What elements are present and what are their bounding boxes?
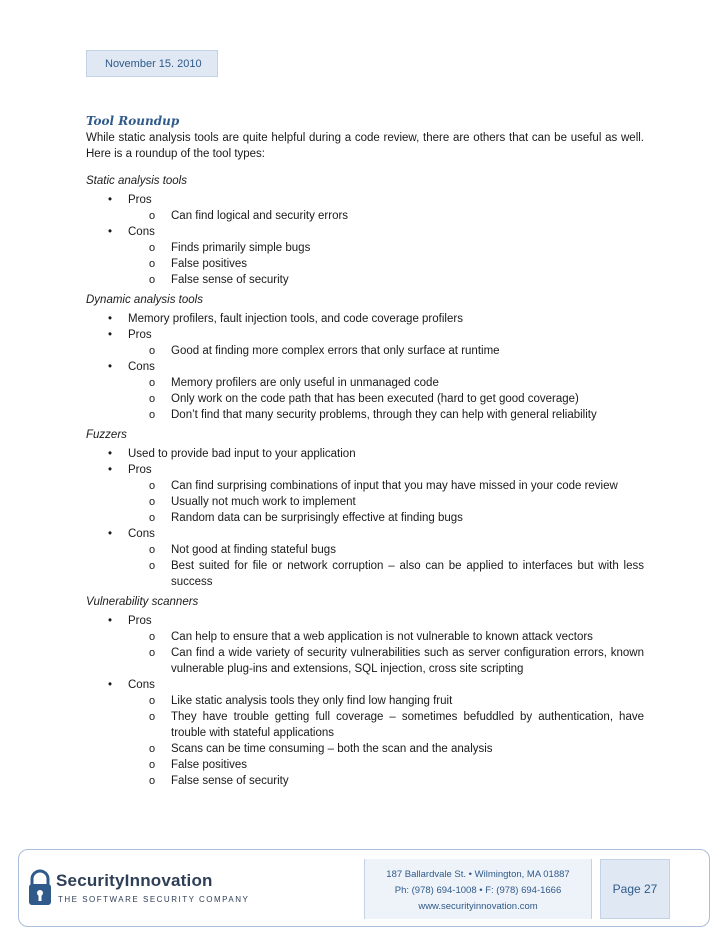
bullet-item <box>128 526 644 590</box>
sub-bullet-list <box>128 343 644 359</box>
company-address <box>364 859 592 919</box>
sub-bullet-item: o Can find logical and security errors <box>171 208 644 224</box>
address-phone: Ph: (978) 694-1008 • F: (978) 694-1666 <box>394 885 562 896</box>
logo-tagline: THE SOFTWARE SECURITY COMPANY <box>58 895 250 904</box>
sub-bullet-item: o Best suited for file or network corruption – also can be applied to interfaces but with less success <box>171 558 644 590</box>
sub-bullet-item: o Like static analysis tools they only find low hanging fruit <box>171 693 644 709</box>
header-date: November 15. 2010 <box>86 50 218 77</box>
sub-bullet-item: o False positives <box>171 256 644 272</box>
sub-bullet-item: o Random data can be surprisingly effective at finding bugs <box>171 510 644 526</box>
address-street: 187 Ballardvale St. • Wilmington, MA 01887 <box>386 869 570 880</box>
sub-bullet-item: o Memory profilers are only useful in unmanaged code <box>171 375 644 391</box>
sub-bullet-item: o Don’t find that many security problems, through they can help with general reliability <box>171 407 644 423</box>
sub-bullet-list <box>128 375 644 423</box>
bullet-item <box>128 311 644 327</box>
company-logo <box>28 869 258 911</box>
sub-bullet-item: o False sense of security <box>171 272 644 288</box>
sub-bullet-list <box>128 542 644 590</box>
subsection-heading: Fuzzers <box>86 429 127 441</box>
sub-bullet-list <box>128 478 644 526</box>
bullet-item <box>128 224 644 288</box>
bullet-list <box>86 613 644 789</box>
sub-bullet-item: o Usually not much work to implement <box>171 494 644 510</box>
bullet-item-text: Pros <box>128 329 152 341</box>
sub-bullet-item: o Only work on the code path that has been executed (hard to get good coverage) <box>171 391 644 407</box>
sub-bullet-item: o False sense of security <box>171 773 644 789</box>
bullet-list <box>86 446 644 590</box>
section-title: Tool Roundup <box>86 114 180 128</box>
subsection-heading: Vulnerability scanners <box>86 596 199 608</box>
subsection-heading: Static analysis tools <box>86 175 187 187</box>
sub-bullet-item: o False positives <box>171 757 644 773</box>
logo-text: SecurityInnovation <box>56 871 213 890</box>
sub-bullet-list <box>128 629 644 677</box>
tool-sections <box>86 172 644 789</box>
lock-icon <box>28 869 52 907</box>
bullet-item <box>128 359 644 423</box>
bullet-item-text: Pros <box>128 464 152 476</box>
page-number: Page 27 <box>600 859 670 919</box>
bullet-list <box>86 192 644 288</box>
sub-bullet-item: o Can find a wide variety of security vulnerabilities such as server configuration errors, known vulnerable plug-ins and extensions, SQL injection, cross site scripting <box>171 645 644 677</box>
bullet-item <box>128 677 644 789</box>
sub-bullet-item: o Not good at finding stateful bugs <box>171 542 644 558</box>
bullet-item <box>128 192 644 224</box>
subsection-heading: Dynamic analysis tools <box>86 294 203 306</box>
document-body <box>86 112 644 792</box>
bullet-item-text: Pros <box>128 615 152 627</box>
bullet-item-text: Cons <box>128 226 155 238</box>
sub-bullet-item: o Can find surprising combinations of input that you may have missed in your code review <box>171 478 644 494</box>
page-footer <box>18 849 710 927</box>
bullet-list <box>86 311 644 423</box>
sub-bullet-item: o Scans can be time consuming – both the scan and the analysis <box>171 741 644 757</box>
bullet-item-text: Memory profilers, fault injection tools, and code coverage profilers <box>128 313 463 325</box>
sub-bullet-list <box>128 208 644 224</box>
bullet-item-text: Cons <box>128 361 155 373</box>
sub-bullet-item: o Good at finding more complex errors that only surface at runtime <box>171 343 644 359</box>
bullet-item <box>128 613 644 677</box>
sub-bullet-item: o They have trouble getting full coverage – sometimes befuddled by authentication, have trouble with stateful applications <box>171 709 644 741</box>
sub-bullet-list <box>128 693 644 789</box>
sub-bullet-list <box>128 240 644 288</box>
sub-bullet-item: o Finds primarily simple bugs <box>171 240 644 256</box>
bullet-item <box>128 446 644 462</box>
bullet-item <box>128 462 644 526</box>
bullet-item-text: Cons <box>128 679 155 691</box>
intro-paragraph: While static analysis tools are quite helpful during a code review, there are others that can be useful as well. Here is a roundup of the tool types: <box>86 132 644 160</box>
bullet-item-text: Cons <box>128 528 155 540</box>
bullet-item-text: Pros <box>128 194 152 206</box>
bullet-item-text: Used to provide bad input to your application <box>128 448 356 460</box>
address-website: www.securityinnovation.com <box>418 901 538 912</box>
bullet-item <box>128 327 644 359</box>
sub-bullet-item: o Can help to ensure that a web application is not vulnerable to known attack vectors <box>171 629 644 645</box>
